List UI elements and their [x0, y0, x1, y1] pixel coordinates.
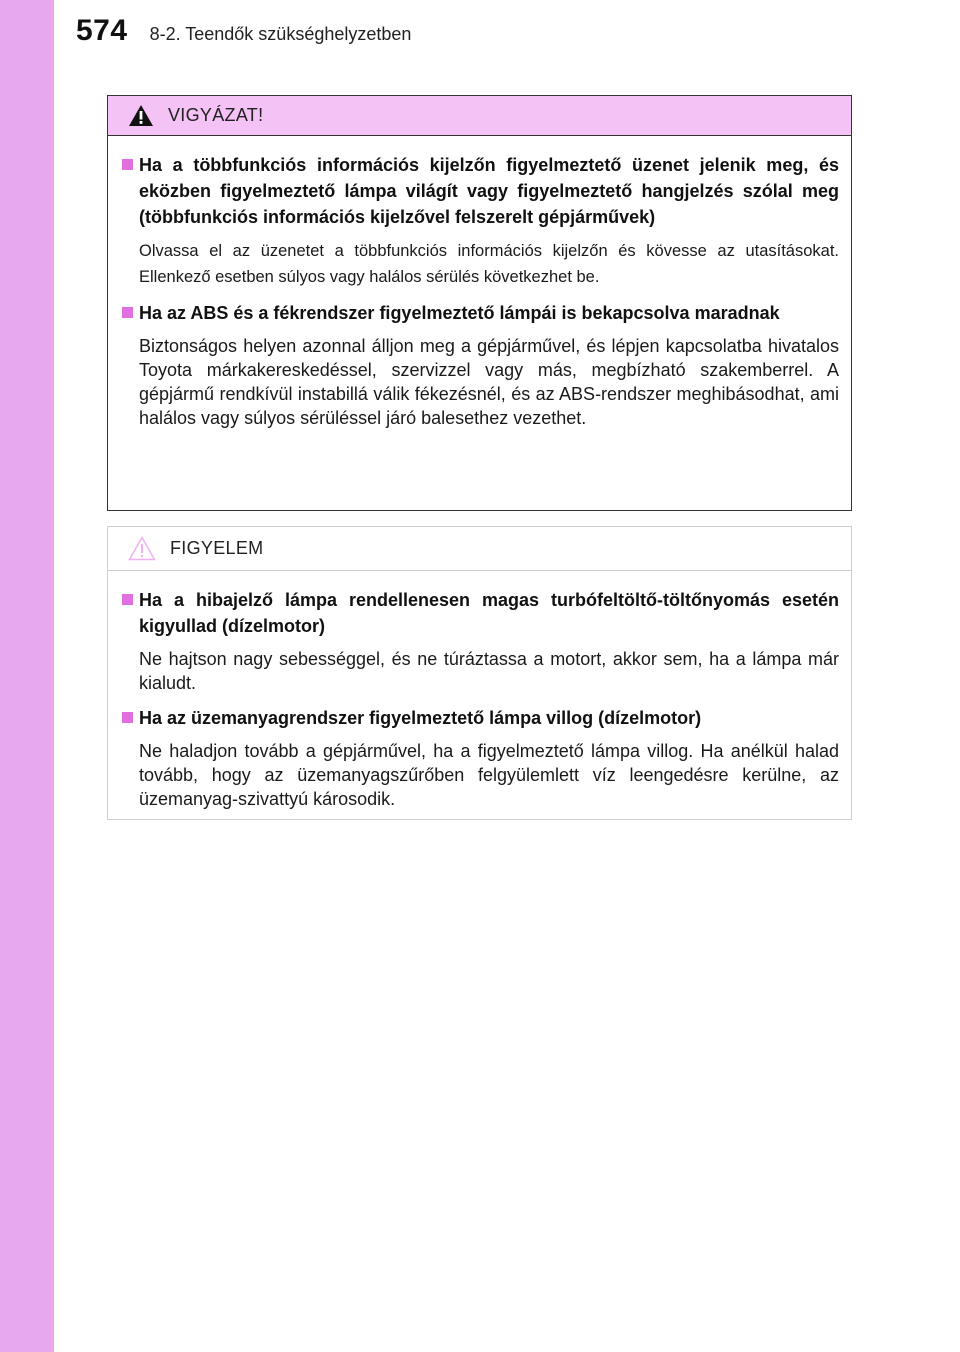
page-header — [76, 14, 411, 54]
warning-item-text: Biztonságos helyen azonnal álljon meg a gépjárművel, és lépjen kapcsolatba hivatalos Toyota márkakereskedéssel, szervizzel vagy más, megbízható szakemberrel. A gépjármű rendkívül instabillá válik fékezésnél, és az ABS-rendszer meghibásodhat, ami halálos vagy súlyos sérüléssel járó balesethez vezethet. — [139, 336, 839, 428]
page-number: 574 — [76, 14, 128, 47]
warning-item — [122, 300, 839, 430]
warning-triangle-filled-icon — [128, 104, 154, 127]
warning-item-title: Ha az ABS és a fékrendszer figyelmeztető lámpái is bekapcsolva maradnak — [139, 303, 780, 323]
notice-item — [122, 587, 839, 695]
notice-item-text: Ne haladjon tovább a gépjárművel, ha a figyelmeztető lámpa villog. Ha anélkül halad tovább, hogy az üzemanyagszűrőben felgyülemlett víz leengedésre kerülne, az üzemanyag-szivattyú károsodik. — [139, 741, 839, 809]
warning-item-text: Olvassa el az üzenetet a többfunkciós információs kijelzőn és kövesse az utasításokat. Ellenkező esetben súlyos vagy halálos sérülés következhet be. — [139, 242, 839, 286]
warning-box-body — [108, 136, 851, 430]
warning-item-title: Ha a többfunkciós információs kijelzőn figyelmeztető üzenet jelenik meg, és eközben figyelmeztető lámpa világít vagy figyelmeztető hangjelzés szólal meg (többfunkciós információs kijelzővel felszerelt gépjárművek) — [139, 155, 839, 227]
bullet-square-icon — [122, 712, 133, 723]
notice-box — [107, 526, 852, 820]
warning-box — [107, 95, 852, 511]
section-title: 8-2. Teendők szükséghelyzetben — [149, 24, 412, 44]
notice-item-title: Ha az üzemanyagrendszer figyelmeztető lámpa villog (dízelmotor) — [139, 708, 702, 728]
bullet-square-icon — [122, 159, 133, 170]
notice-box-header — [108, 527, 851, 571]
warning-box-header — [108, 96, 851, 136]
notice-box-label: FIGYELEM — [170, 538, 264, 558]
side-color-band — [0, 0, 54, 1352]
bullet-square-icon — [122, 594, 133, 605]
notice-item-title: Ha a hibajelző lámpa rendellenesen magas turbófeltöltő-töltőnyomás esetén kigyullad (dízelmotor) — [139, 590, 839, 636]
bullet-square-icon — [122, 307, 133, 318]
notice-item — [122, 705, 839, 811]
warning-box-label: VIGYÁZAT! — [168, 105, 264, 125]
notice-box-body — [108, 571, 851, 811]
warning-item — [122, 152, 839, 290]
warning-triangle-outline-icon — [128, 536, 156, 561]
notice-item-text: Ne hajtson nagy sebességgel, és ne túráztassa a motort, akkor sem, ha a lámpa már kialudt. — [139, 649, 839, 693]
